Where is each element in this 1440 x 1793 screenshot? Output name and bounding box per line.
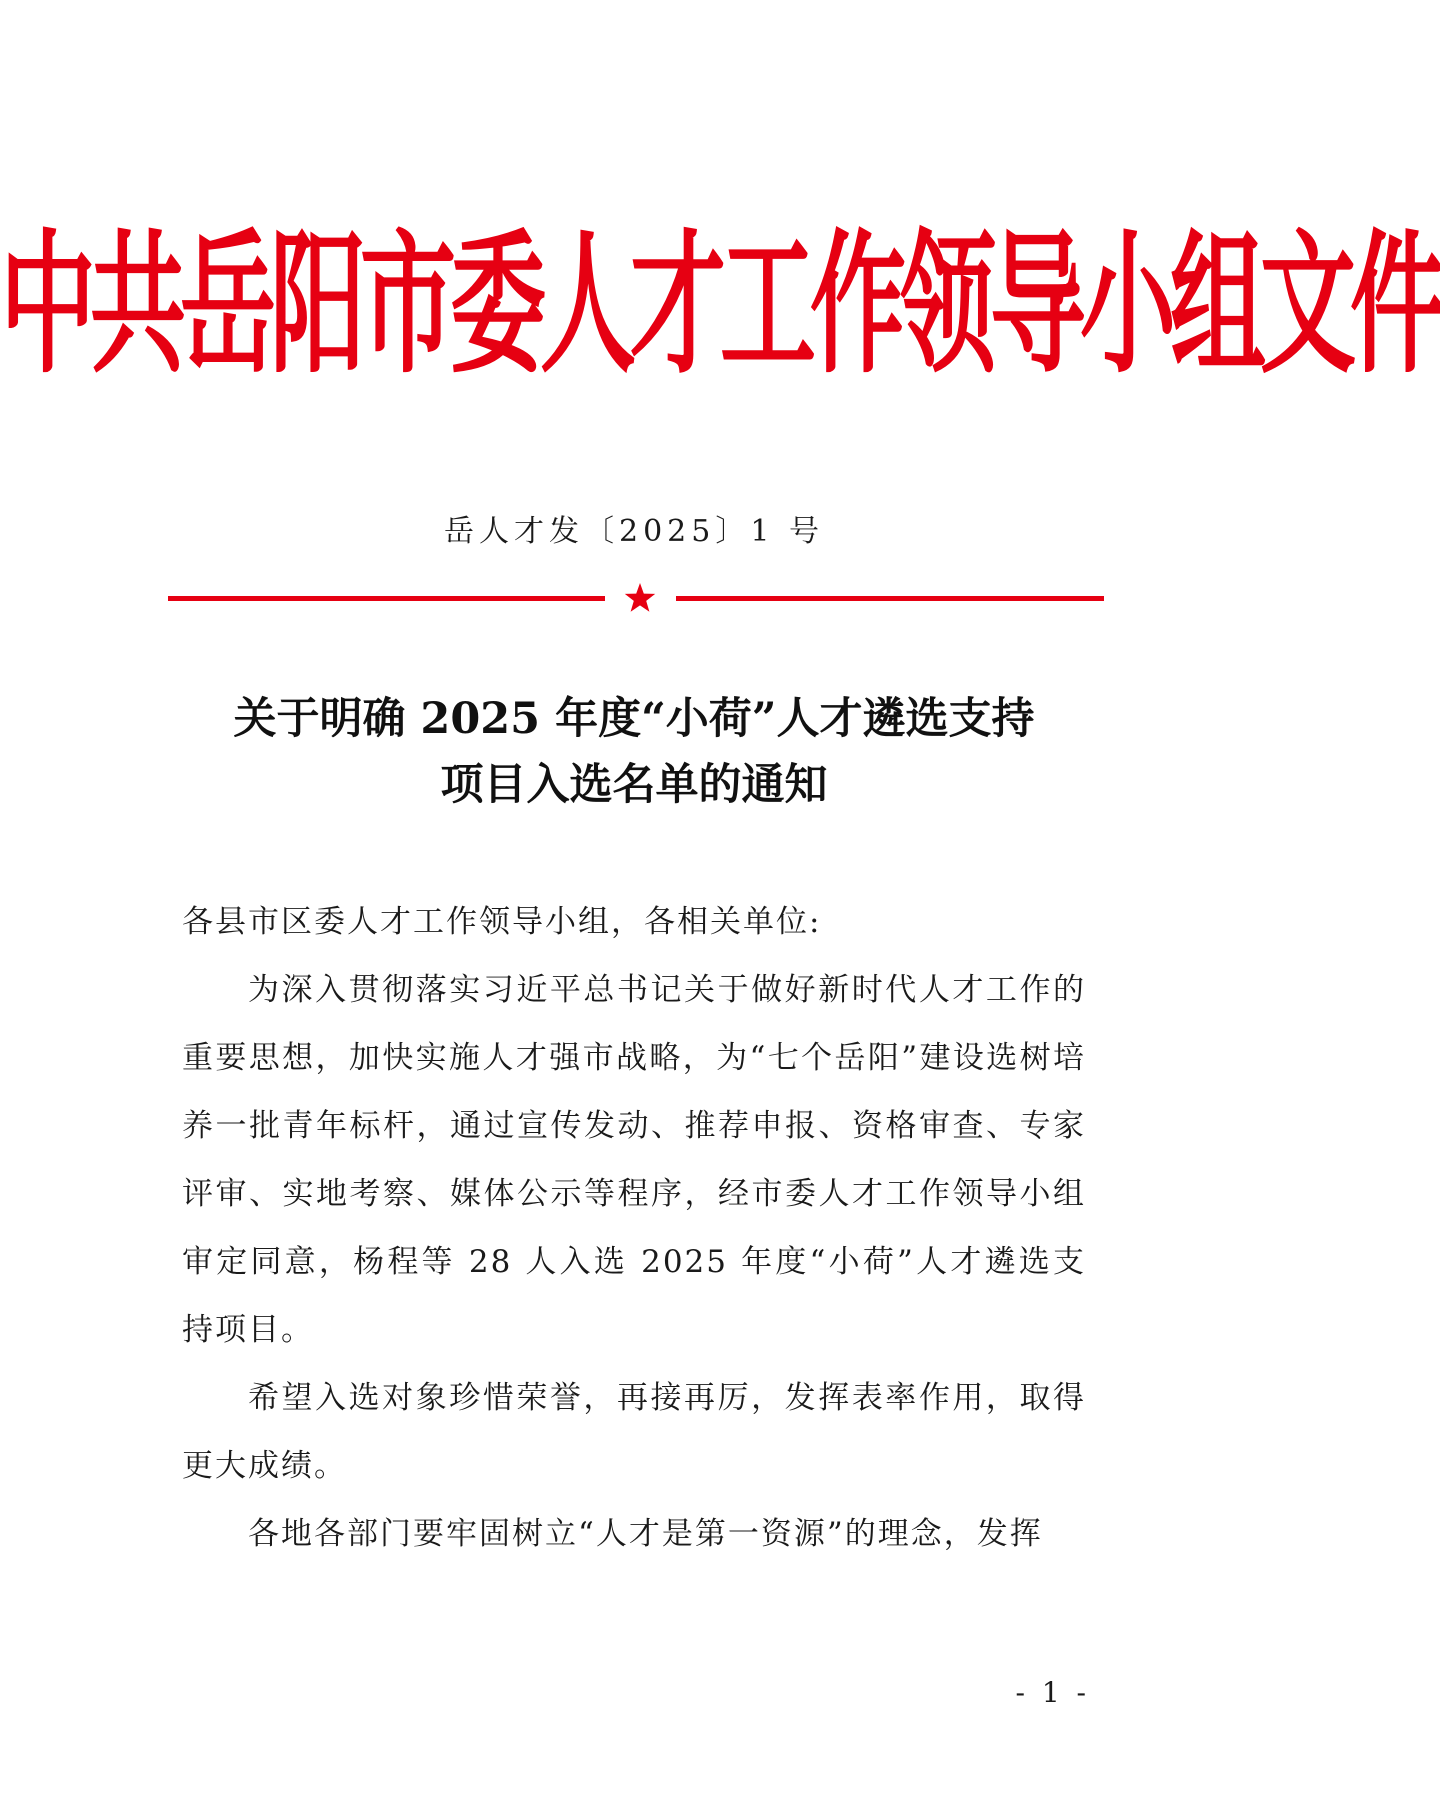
document-title-line-1: 关于明确 2025 年度“小荷”人才遴选支持: [233, 694, 1035, 744]
body-paragraph: 希望入选对象珍惜荣誉，再接再厉，发挥表率作用，取得更大成绩。: [182, 1380, 1086, 1484]
body-paragraph: 各地各部门要牢固树立“人才是第一资源”的理念，发挥: [248, 1516, 1043, 1552]
salutation: 各县市区委人才工作领导小组，各相关单位:: [182, 904, 822, 940]
document-title: [0, 686, 1268, 818]
page-number: - 1 -: [1015, 1676, 1090, 1709]
divider-line-left: [168, 596, 605, 601]
red-divider: [168, 583, 1104, 613]
star-icon: [624, 583, 656, 613]
document-title-line-2: 项目入选名单的通知: [440, 760, 828, 810]
body-paragraph: 为深入贯彻落实习近平总书记关于做好新时代人才工作的重要思想，加快实施人才强市战略，为“七个岳阳”建设选树培养一批青年标杆，通过宣传发动、推荐申报、资格审查、专家评审、实地考察、媒体公示等程序，经市委人才工作领导小组审定同意，杨程等 28 人入选 2025 年度“小荷”人才遴选支持项目。: [182, 972, 1086, 1348]
document-number: 岳人才发〔2025〕1 号: [444, 514, 824, 549]
document-body: [182, 888, 1086, 1568]
divider-line-right: [676, 596, 1104, 601]
document-header-title: 中共岳阳市委人才工作领导小组文件: [0, 215, 1440, 395]
